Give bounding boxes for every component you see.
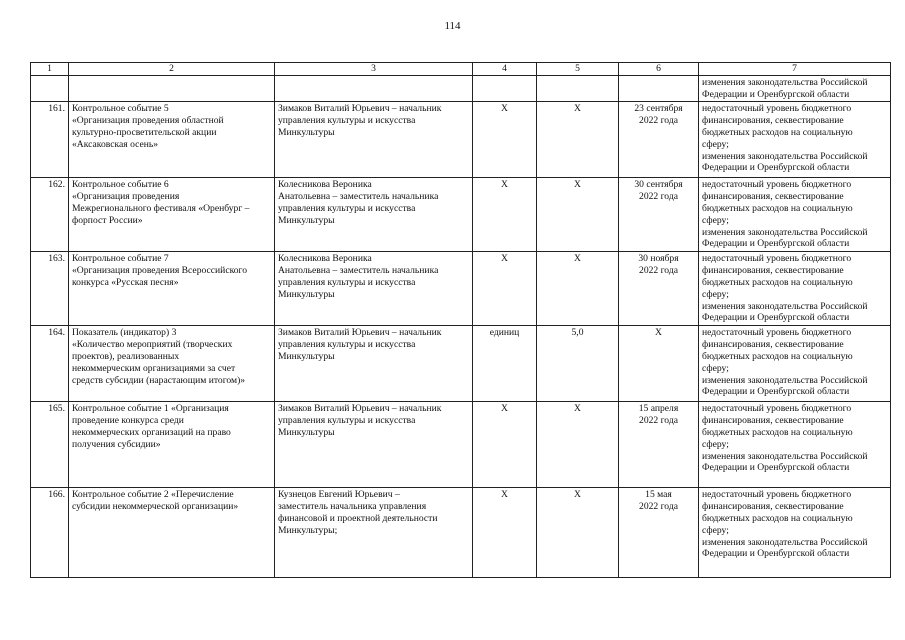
risk-cell: недостаточный уровень бюджетного финансирования, секвестирование бюджетных расходов на социальную сферу; изменения законодательства Российской Федерации и Оренбургской области [699,252,891,326]
indicator-cell: Показатель (индикатор) 3 «Количество мероприятий (творческих проектов), реализованных некоммерческим организациями за счет средств субсидии (нарастающим итогом)» [69,326,275,402]
value-cell: Х [537,178,619,252]
table-row [31,252,891,326]
column-header-1: 1 [31,63,69,76]
row-number: 166. [31,488,69,578]
event-cell: Контрольное событие 2 «Перечисление субсидии некоммерческой организации» [69,488,275,578]
value-cell: 5,0 [537,326,619,402]
page-number: 114 [444,20,461,32]
table-row [31,102,891,178]
table-row [31,488,891,578]
date-cell: 15 апреля 2022 года [619,402,699,488]
responsible-cell: Зимаков Виталий Юрьевич – начальник управления культуры и искусства Минкультуры [275,402,473,488]
column-header-2: 2 [69,63,275,76]
row-number: 165. [31,402,69,488]
table-row [31,326,891,402]
unit-cell: Х [473,488,537,578]
responsible-cell: Колесникова Вероника Анатольевна – заместитель начальника управления культуры и искусства Минкультуры [275,252,473,326]
risk-cell: недостаточный уровень бюджетного финансирования, секвестирование бюджетных расходов на социальную сферу; изменения законодательства Российской Федерации и Оренбургской области [699,488,891,578]
date-cell: Х [619,326,699,402]
unit-cell: Х [473,102,537,178]
risk-cell: недостаточный уровень бюджетного финансирования, секвестирование бюджетных расходов на социальную сферу; изменения законодательства Российской Федерации и Оренбургской области [699,326,891,402]
event-cell: Контрольное событие 1 «Организация проведение конкурса среди некоммерческих организаций на право получения субсидии» [69,402,275,488]
event-cell: Контрольное событие 5 «Организация проведения областной культурно-просветительской акции «Аксаковская осень» [69,102,275,178]
risk-cell: изменения законодательства Российской Федерации и Оренбургской области [699,75,891,102]
value-cell: Х [537,252,619,326]
unit-cell: Х [473,252,537,326]
row-number: 164. [31,326,69,402]
unit-cell: единиц [473,326,537,402]
event-cell: Контрольное событие 6 «Организация проведения Межрегионального фестиваля «Оренбург – форпост России» [69,178,275,252]
unit-cell: Х [473,178,537,252]
column-header-5: 5 [537,63,619,76]
document-table [30,62,891,578]
table-row [31,178,891,252]
column-header-3: 3 [275,63,473,76]
date-cell: 30 ноября 2022 года [619,252,699,326]
date-cell: 23 сентября 2022 года [619,102,699,178]
row-number: 163. [31,252,69,326]
row-number: 162. [31,178,69,252]
value-cell: Х [537,488,619,578]
value-cell: Х [537,102,619,178]
risk-cell: недостаточный уровень бюджетного финансирования, секвестирование бюджетных расходов на социальную сферу; изменения законодательства Российской Федерации и Оренбургской области [699,178,891,252]
column-header-6: 6 [619,63,699,76]
continuation-row [31,75,891,102]
unit-cell: Х [473,402,537,488]
risk-cell: недостаточный уровень бюджетного финансирования, секвестирование бюджетных расходов на социальную сферу; изменения законодательства Российской Федерации и Оренбургской области [699,102,891,178]
value-cell: Х [537,402,619,488]
column-header-7: 7 [699,63,891,76]
table-row [31,402,891,488]
date-cell: 15 мая 2022 года [619,488,699,578]
responsible-cell: Зимаков Виталий Юрьевич – начальник управления культуры и искусства Минкультуры [275,326,473,402]
header-row [31,63,891,76]
risk-cell: недостаточный уровень бюджетного финансирования, секвестирование бюджетных расходов на социальную сферу; изменения законодательства Российской Федерации и Оренбургской области [699,402,891,488]
column-header-4: 4 [473,63,537,76]
event-cell: Контрольное событие 7 «Организация проведения Всероссийского конкурса «Русская песня» [69,252,275,326]
responsible-cell: Кузнецов Евгений Юрьевич – заместитель начальника управления финансовой и проектной деятельности Минкультуры; [275,488,473,578]
responsible-cell: Колесникова Вероника Анатольевна – заместитель начальника управления культуры и искусства Минкультуры [275,178,473,252]
date-cell: 30 сентября 2022 года [619,178,699,252]
responsible-cell: Зимаков Виталий Юрьевич – начальник управления культуры и искусства Минкультуры [275,102,473,178]
row-number: 161. [31,102,69,178]
